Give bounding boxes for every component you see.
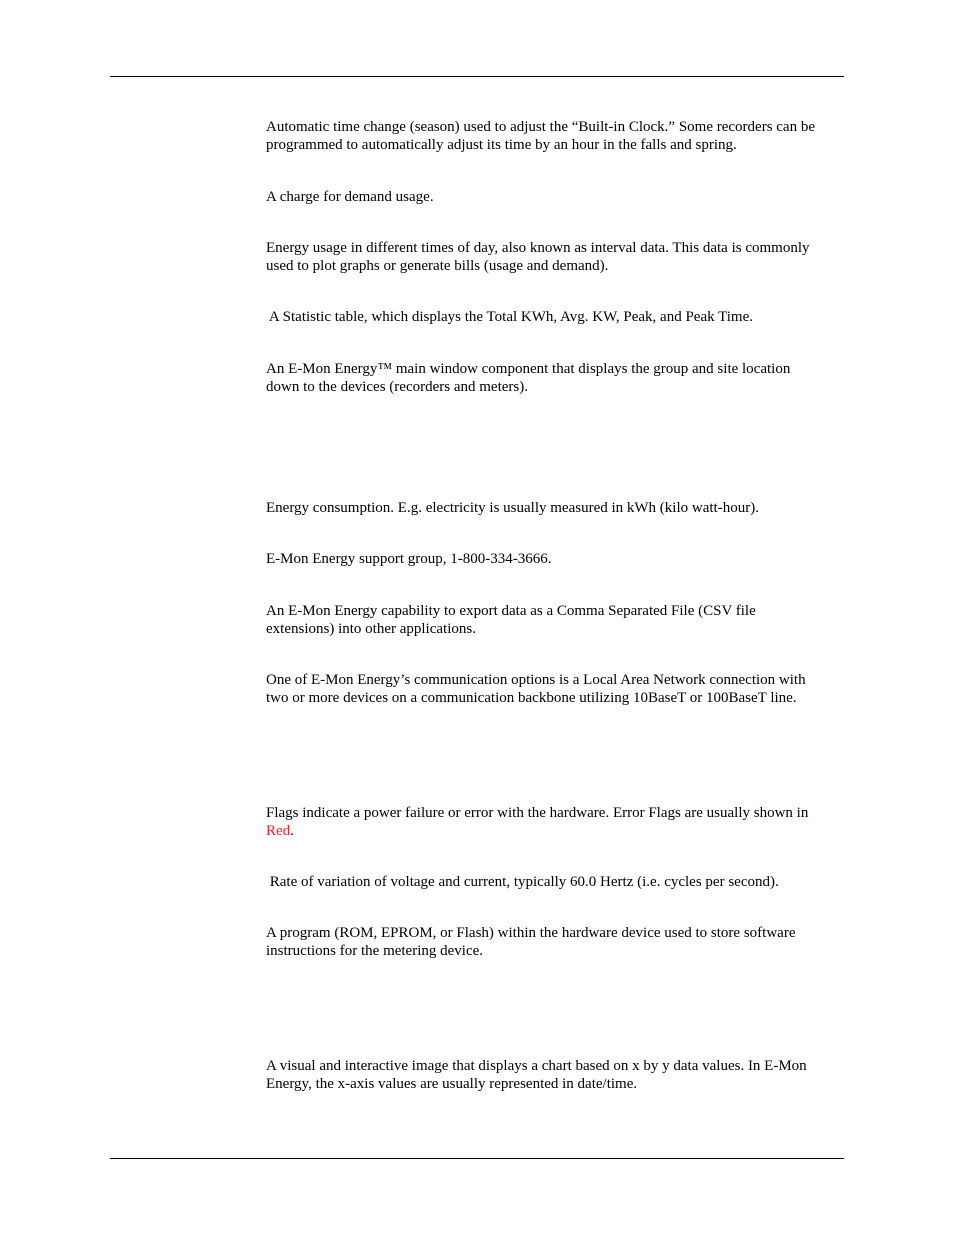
definition-line: One of E-Mon Energy’s communication options is a Local Area Network connection with [266, 672, 806, 688]
definition-line: used to plot graphs or generate bills (usage and demand). [266, 258, 609, 274]
glossary-definition-export [266, 602, 844, 638]
definition-line: Energy consumption. E.g. electricity is usually measured in kWh (kilo watt-hour). [266, 500, 759, 516]
glossary-definition-graph [266, 1057, 844, 1093]
definition-line: Rate of variation of voltage and current, typically 60.0 Hertz (i.e. cycles per second). [266, 874, 779, 890]
definition-line: programmed to automatically adjust its time by an hour in the falls and spring. [266, 137, 737, 153]
glossary-definition-statistic-table [266, 308, 844, 326]
header-rule [110, 76, 844, 77]
glossary-definition-firmware [266, 924, 844, 960]
glossary-definition-frequency [266, 873, 844, 891]
definition-line: Energy usage in different times of day, also known as interval data. This data is commonly [266, 240, 810, 256]
footer-rule [110, 1158, 844, 1159]
definition-line: E-Mon Energy support group, 1-800-334-3666. [266, 551, 552, 567]
definition-line: Energy, the x-axis values are usually represented in date/time. [266, 1076, 638, 1092]
red-word: Red [266, 823, 291, 839]
definition-line: A visual and interactive image that displays a chart based on x by y data values. In E-Mon [266, 1058, 807, 1074]
glossary-definition-demand-charge [266, 188, 844, 206]
glossary-definition-ethernet [266, 671, 844, 707]
glossary-definition-energy [266, 499, 844, 517]
definition-line: A charge for demand usage. [266, 189, 434, 205]
glossary-definition-daylight-saving [266, 118, 844, 154]
glossary-definition-device-tree [266, 360, 844, 396]
glossary-definition-support [266, 550, 844, 568]
definition-line: A Statistic table, which displays the Total KWh, Avg. KW, Peak, and Peak Time. [266, 309, 753, 325]
definition-line: extensions) into other applications. [266, 621, 476, 637]
definition-line: Automatic time change (season) used to adjust the “Built-in Clock.” Some recorders can be [266, 119, 816, 135]
definition-line: instructions for the metering device. [266, 943, 484, 959]
definition-line: A program (ROM, EPROM, or Flash) within the hardware device used to store software [266, 925, 796, 941]
definition-line: An E-Mon Energy™ main window component that displays the group and site location [266, 361, 791, 377]
glossary-definition-flags [266, 804, 844, 840]
definition-line-red [266, 822, 844, 840]
definition-line: down to the devices (recorders and meters). [266, 379, 528, 395]
definition-line: two or more devices on a communication backbone utilizing 10BaseT or 100BaseT line. [266, 690, 797, 706]
definition-line: Flags indicate a power failure or error with the hardware. Error Flags are usually shown in [266, 805, 809, 821]
glossary-definition-demand-profile [266, 239, 844, 275]
red-word-period: . [290, 823, 294, 839]
definition-line: An E-Mon Energy capability to export data as a Comma Separated File (CSV file [266, 603, 756, 619]
